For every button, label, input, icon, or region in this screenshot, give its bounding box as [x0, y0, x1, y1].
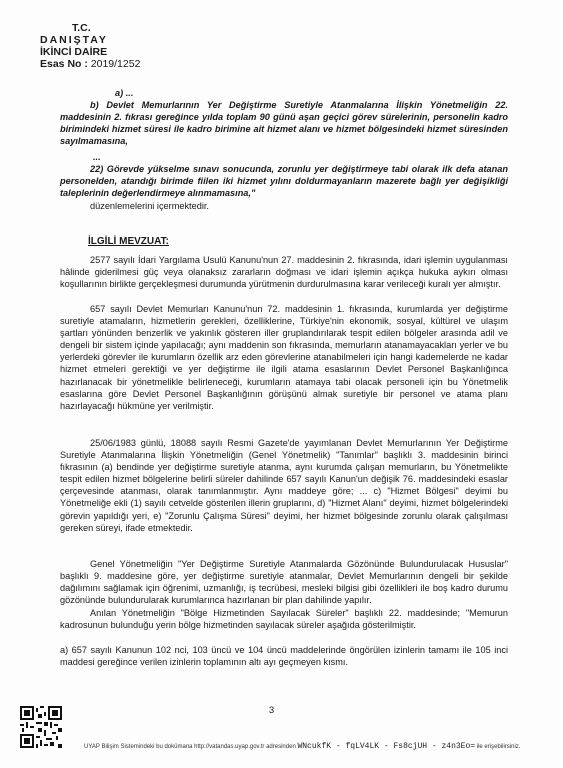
- paragraph-2577: 2577 sayılı İdari Yargılama Usulü Kanunu'nun 27. maddesinin 2. fıkrasında, idari işlemin uygulanması hâlinde giderilmesi güç veya olanaksız zararların doğması ve idari işlemin açıkça hukuka aykırı olması koşullarının birlikte gerçekleşmesi durumunda yürütmenin durdurulmasına karar verileceği kuralı yer almıştır.: [60, 255, 508, 290]
- footer-verification-code: WNcukfK - fqLV4LK - Fs8cjUH - z4n3Eo=: [297, 742, 476, 751]
- paragraph-regulation-art9: Genel Yönetmeliğin "Yer Değiştirme Suretiyle Atanmalarda Gözönünde Bulundurulacak Hususlar" başlıklı 9. maddesine göre, yer değiştirme suretiyle atanmalar, Devlet Memurlarının dengeli bir şekilde dağılımını sağlamak için öğrenimi, uzmanlığı, iş tecrübesi, mesleki bilgisi gibi özellikleri ile boş kadro durumu gözönünde bulundurularak kurumlarınca hazırlanan bir plan dahilinde yapılır.: [60, 559, 508, 606]
- paragraph-regulation-art3: 25/06/1983 günlü, 18088 sayılı Resmi Gazete'de yayımlanan Devlet Memurlarının Yer Değiştirme Suretiyle Atanmalarına İlişkin Yönetmeliğin (Genel Yönetmelik) "Tanımlar" başlıklı 3. maddesinin birinci fıkrasının (a) bendinde yer değiştirme suretiyle atanma, aynı kurumda çalışan memurların, bu Yönetmelikte tespit edilen hizmet bölgelerine belirli süreler dahilinde 657 sayılı Kanun'un değişik 76. maddesindeki esaslar çerçevesinde atanması, olarak tanımlanmıştır. Aynı maddeye göre; ... c) "Hizmet Bölgesi" deyimi bu Yönetmeliğe ekli (1) sayılı cetvelde gösterilen illerin gruplarını, d) "Hizmet Alanı" deyimi, hizmet bölgelerindeki görevin yapıldığı yeri, e) "Zorunlu Çalışma Süresi" deyimi, her hizmet bölgesinde zorunlu olarak çalışılması gereken süreyi, ifade etmektedir.: [60, 438, 508, 533]
- qr-code-icon: [20, 706, 62, 748]
- clause-a: a) ...: [115, 88, 134, 98]
- paragraph-657-art72: 657 sayılı Devlet Memurları Kanunu'nun 72. maddesinin 1. fıkrasında, kurumlarda yer değiştirme suretiyle atamaların, hizmetlerin gerekleri, özelliklerine, Türkiye'nin ekonomik, sosyal, kültürel ve ulaşım şartları yönünden benzerlik ve yakınlık gösteren iller gruplandırılarak tespit edilen bölgeler arasında adil ve dengeli bir sistem içinde yapılacağı; aynı maddenin son fıkrasında, memurların atanamayacakları yerler ve bu yerlerdeki görevler ile kurumların özellik arz eden görevlerine atanabilmeleri için hangi kademelerde ne kadar hizmet etmeleri gerektiği ve yer değiştirme ile ilgili atama esaslarının Devlet Personel Başkanlığınca hazırlanacak bir yönetmelikle belirleneceği, kurumların atamaya tabi olacak personeli için bu Yönetmelik esaslarına göre Devlet Personel Başkanlığının görüşünü almak suretiyle bir personel ve atama planı hazırlayacağı hükmüne yer verilmiştir.: [60, 304, 508, 411]
- clause-ellipsis: ...: [93, 152, 101, 162]
- section-title: İLGİLİ MEVZUAT:: [88, 236, 169, 247]
- clause-22: 22) Görevde yükselme sınavı sonucunda, zorunlu yer değiştirmeye tabi olarak ilk defa atanan personelden, atandığı birimde fiilen iki hizmet yılını doldurmayanların mazerete bağlı yer değişikliği taleplerinin değerlendirmeye alınmamasına,": [60, 164, 508, 199]
- header-court-name: DANIŞTAY: [40, 34, 108, 46]
- page-number: 3: [268, 705, 275, 716]
- regulations-closing: düzenlemelerini içermektedir.: [90, 201, 209, 211]
- footer-text-suffix: ile erişebilirsiniz.: [476, 744, 521, 750]
- header-chamber: İKİNCİ DAİRE: [40, 46, 108, 58]
- header-tc: T.C.: [72, 22, 91, 34]
- case-number-value: 2019/1252: [90, 58, 141, 70]
- paragraph-regulation-art22: Anılan Yönetmeliğin "Bölge Hizmetinden Sayılacak Süreler" başlıklı 22. maddesinde; "Memurun kadrosunun bulunduğu yerin bölge hizmetinden sayılacak süreler aşağıda gösterilmiştir.: [60, 608, 508, 631]
- footer-text-prefix: UYAP Bilişim Sistemindeki bu dokümana http://vatandas.uyap.gov.tr adresinden: [84, 744, 296, 750]
- clause-b: b) Devlet Memurlarının Yer Değiştirme Suretiyle Atanmalarına İlişkin Yönetmeliğin 22. maddesinin 2. fıkrası gereğince yılda toplam 90 günü aşan geçici görev sürelerinin, personelin kadro birimindeki hizmet süresi ile kadro birimine ait hizmet alanı ve hizmet bölgesindeki hizmet süresinden sayılmamasına,: [60, 100, 508, 147]
- footer-uyap-verification: [84, 742, 521, 751]
- case-number-label: Esas No :: [40, 58, 88, 70]
- header-case-number: [40, 58, 140, 71]
- paragraph-clause-a: a) 657 sayılı Kanunun 102 nci, 103 üncü ve 104 üncü maddelerinde öngörülen izinlerin tamamı ile 105 inci maddesi gereğince verilen izinlerin toplamının altı ayı geçmeyen kısmı.: [60, 645, 508, 668]
